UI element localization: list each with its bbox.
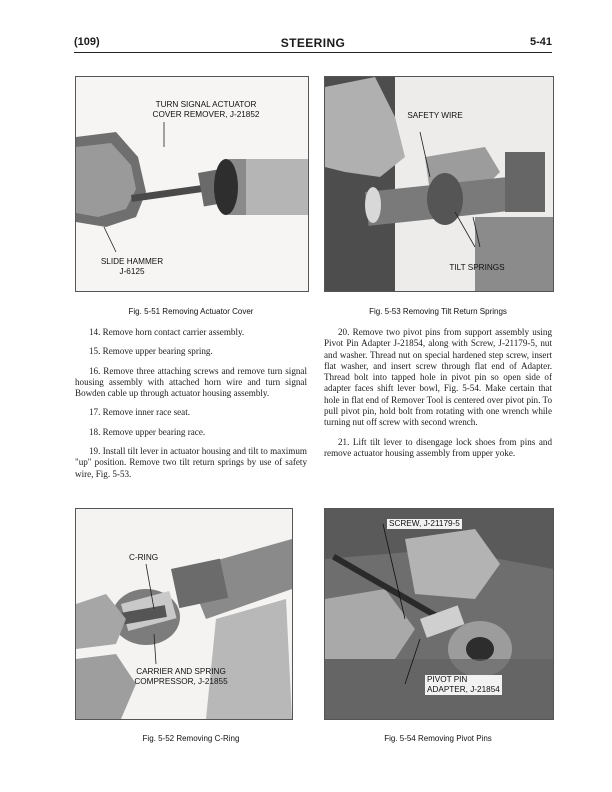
step-18: 18. Remove upper bearing race. — [89, 426, 206, 437]
label-carrier-spring-compressor-1: CARRIER AND SPRING — [136, 667, 226, 676]
step-20: 20. Remove two pivot pins from support assembly using Pivot Pin Adapter J-21854, along with Screw, J-21179-5, nut and washer. Thread nut on special hardened step screw, insert flat washer, and insert screw through flat end of Adapter. Thread bolt into tapped hole in pivot pin so open side of adapter faces shift lever bowl, Fig. 5-54. Make certain that hole in flat end of Remover Tool is centered over pivot pin. To pull pivot pin, hold bolt from rotating with one wrench while turning nut off screw with second wrench. — [324, 327, 552, 428]
left-column-text — [75, 327, 307, 488]
label-c-ring: C-RING — [129, 553, 159, 562]
c-ring-removal-illustration — [76, 509, 292, 719]
caption-fig-5-54: Fig. 5-54 Removing Pivot Pins — [384, 734, 492, 743]
label-screw-j21179-5: SCREW, J-21179-5 — [389, 519, 460, 528]
label-pivot-pin-adapter-2: ADAPTER, J-21854 — [427, 685, 500, 694]
figure-5-52-photo — [75, 508, 293, 720]
section-title: STEERING — [280, 36, 346, 50]
header-rule — [74, 52, 552, 53]
step-15: 15. Remove upper bearing spring. — [89, 346, 213, 357]
figure-5-54-photo — [324, 508, 554, 720]
caption-fig-5-53: Fig. 5-53 Removing Tilt Return Springs — [369, 307, 507, 316]
page-header — [74, 36, 552, 50]
step-14: 14. Remove horn contact carrier assembly. — [89, 327, 245, 337]
label-slide-hammer-2: J-6125 — [119, 267, 145, 276]
page-number: 5-41 — [529, 36, 552, 48]
caption-fig-5-51: Fig. 5-51 Removing Actuator Cover — [128, 307, 254, 316]
label-actuator-cover-remover-2: COVER REMOVER, J-21852 — [152, 110, 260, 119]
label-carrier-spring-compressor-2: COMPRESSOR, J-21855 — [134, 677, 228, 686]
figure-5-51-photo — [75, 76, 309, 292]
label-actuator-cover-remover-1: TURN SIGNAL ACTUATOR — [155, 100, 257, 109]
step-19: 19. Install tilt lever in actuator housing and tilt to maximum "up" position. Remove two tilt return springs by use of safety wire, Fig. 5-53. — [75, 446, 307, 479]
right-column-text — [324, 327, 552, 467]
step-17: 17. Remove inner race seat. — [89, 407, 190, 418]
label-tilt-springs: TILT SPRINGS — [449, 263, 505, 272]
step-16: 16. Remove three attaching screws and remove turn signal housing assembly with attached horn wire and turn signal Bowden cable up through actuator housing assembly. — [75, 365, 307, 399]
page-reference: (109) — [74, 36, 100, 48]
label-slide-hammer-1: SLIDE HAMMER — [100, 257, 164, 266]
label-safety-wire: SAFETY WIRE — [407, 111, 463, 120]
tilt-spring-removal-illustration — [325, 77, 553, 291]
label-pivot-pin-adapter-1: PIVOT PIN — [427, 675, 468, 684]
figure-5-53-photo — [324, 76, 554, 292]
step-21: 21. Lift tilt lever to disengage lock shoes from pins and remove actuator housing assembly from upper yoke. — [324, 436, 552, 458]
caption-fig-5-52: Fig. 5-52 Removing C-Ring — [142, 734, 240, 743]
